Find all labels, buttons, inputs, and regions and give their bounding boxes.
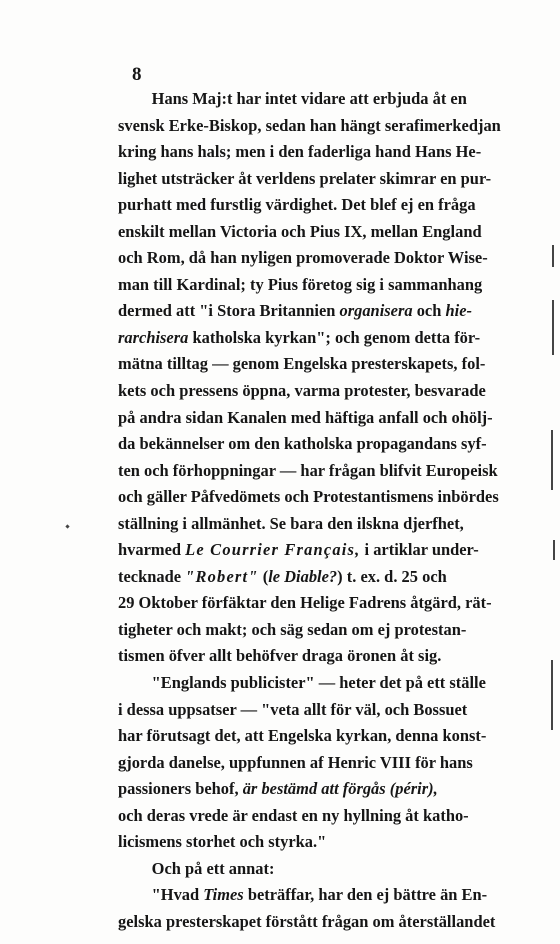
- text-line: [118, 272, 554, 299]
- text-line: [118, 511, 554, 538]
- text-line: [118, 723, 554, 750]
- text-line: [118, 776, 554, 803]
- text-segment: katholska kyrkan"; och genom detta för-: [188, 327, 481, 347]
- text-segment: licismens storhet och styrka.": [118, 832, 327, 852]
- text-segment: kring hans hals; men i den faderliga hand Hans He-: [118, 142, 482, 162]
- margin-mark: [551, 430, 553, 490]
- text-segment: gelska presterskapet förstått frågan om återställandet: [118, 911, 496, 931]
- text-line: [118, 856, 554, 883]
- text-segment: 29 Oktober förfäktar den Helige Fadrens åtgärd, rät-: [118, 593, 492, 613]
- text-line: [118, 219, 554, 246]
- text-segment: och gäller Påfvedömets och Protestantismens inbördes: [118, 487, 499, 507]
- text-segment: mätna tilltag — genom Engelska presterskapets, fol-: [118, 354, 486, 374]
- margin-tick: [65, 524, 69, 528]
- text-line: [118, 829, 554, 856]
- text-segment: da bekännelser om den katholska propagandans syf-: [118, 434, 487, 454]
- text-segment: dermed att "i Stora Britannien: [118, 301, 340, 321]
- text-segment: man till Kardinal; ty Pius företog sig i sammanhang: [118, 274, 483, 294]
- text-line: [118, 564, 554, 591]
- text-segment: och deras vrede är endast en ny hyllning åt katho-: [118, 805, 469, 825]
- text-segment: och Rom, då han nyligen promoverade Doktor Wise-: [118, 248, 488, 268]
- text-segment: på andra sidan Kanalen med häftiga anfall och ohölj-: [118, 407, 493, 427]
- text-segment: (: [258, 566, 269, 586]
- text-line: [118, 113, 554, 140]
- text-line: [118, 192, 554, 219]
- text-segment: gjorda danelse, uppfunnen af Henric VIII för hans: [118, 752, 473, 772]
- text-segment: "Hvad: [151, 885, 204, 905]
- margin-mark: [552, 245, 554, 267]
- text-line: [118, 86, 554, 113]
- page-number: 8: [132, 64, 142, 85]
- text-line: [118, 298, 554, 325]
- text-segment: svensk Erke-Biskop, sedan han hängt serafimerkedjan: [118, 115, 501, 135]
- text-segment: lighet utsträcker åt verldens prelater skimrar en pur-: [118, 168, 492, 188]
- text-line: [118, 245, 554, 272]
- text-segment: Hans Maj:t har intet vidare att erbjuda åt en: [151, 89, 467, 108]
- margin-mark: [553, 540, 555, 560]
- text-line: [118, 378, 554, 405]
- text-line: [118, 484, 554, 511]
- text-line: [118, 909, 554, 936]
- text-segment: beträffar, har den ej bättre än En-: [243, 885, 488, 905]
- margin-mark: [551, 660, 553, 730]
- text-line: [118, 458, 554, 485]
- text-line: [118, 882, 554, 909]
- text-segment: i artiklar under-: [360, 540, 479, 560]
- text-line: [118, 803, 554, 830]
- text-segment: organisera: [339, 301, 413, 321]
- text-line: [118, 351, 554, 378]
- text-line: [118, 325, 554, 352]
- text-line: [118, 537, 554, 564]
- text-segment: är bestämd att förgås (périr),: [242, 779, 438, 799]
- text-line: [118, 670, 554, 697]
- text-line: [118, 697, 554, 724]
- text-line: [118, 643, 554, 670]
- text-line: [118, 405, 554, 432]
- text-line: [118, 590, 554, 617]
- text-segment: "Englands publicister" — heter det på ett ställe: [151, 673, 486, 693]
- text-segment: rarchisera: [118, 327, 189, 347]
- text-segment: hvarmed: [118, 540, 186, 560]
- text-segment: ten och förhoppningar — har frågan blifvit Europeisk: [118, 460, 498, 480]
- text-segment: tismen öfver allt behöfver draga öronen åt sig.: [118, 646, 442, 666]
- text-line: [118, 431, 554, 458]
- text-line: [118, 750, 554, 777]
- text-segment: ställning i allmänhet. Se bara den ilskna djerfhet,: [118, 513, 464, 533]
- margin-mark: [552, 300, 554, 355]
- text-line: [118, 139, 554, 166]
- text-segment: Och på ett annat:: [151, 858, 275, 878]
- text-segment: har förutsagt det, att Engelska kyrkan, denna konst-: [118, 726, 487, 746]
- text-segment: och: [412, 301, 446, 321]
- text-segment: kets och pressens öppna, varma protester, besvarade: [118, 381, 486, 401]
- text-segment: tecknade: [118, 566, 186, 586]
- text-segment: i dessa uppsatser — "veta allt för väl, och Bossuet: [118, 699, 468, 719]
- text-segment: Le Courrier Français,: [185, 540, 361, 560]
- text-segment: purhatt med furstlig värdighet. Det blef ej en fråga: [118, 195, 476, 215]
- text-segment: ) t. ex. d. 25 och: [337, 566, 447, 586]
- text-segment: le Diable?: [268, 566, 338, 586]
- text-segment: Times: [203, 885, 244, 905]
- text-segment: "Robert": [185, 566, 259, 586]
- body-text: [118, 86, 558, 936]
- text-segment: tigheter och makt; och säg sedan om ej protestan-: [118, 619, 467, 639]
- text-segment: passioners behof,: [118, 779, 243, 799]
- text-segment: enskilt mellan Victoria och Pius IX, mellan England: [118, 221, 482, 241]
- text-segment: hie-: [445, 301, 472, 321]
- text-line: [118, 617, 554, 644]
- text-line: [118, 166, 554, 193]
